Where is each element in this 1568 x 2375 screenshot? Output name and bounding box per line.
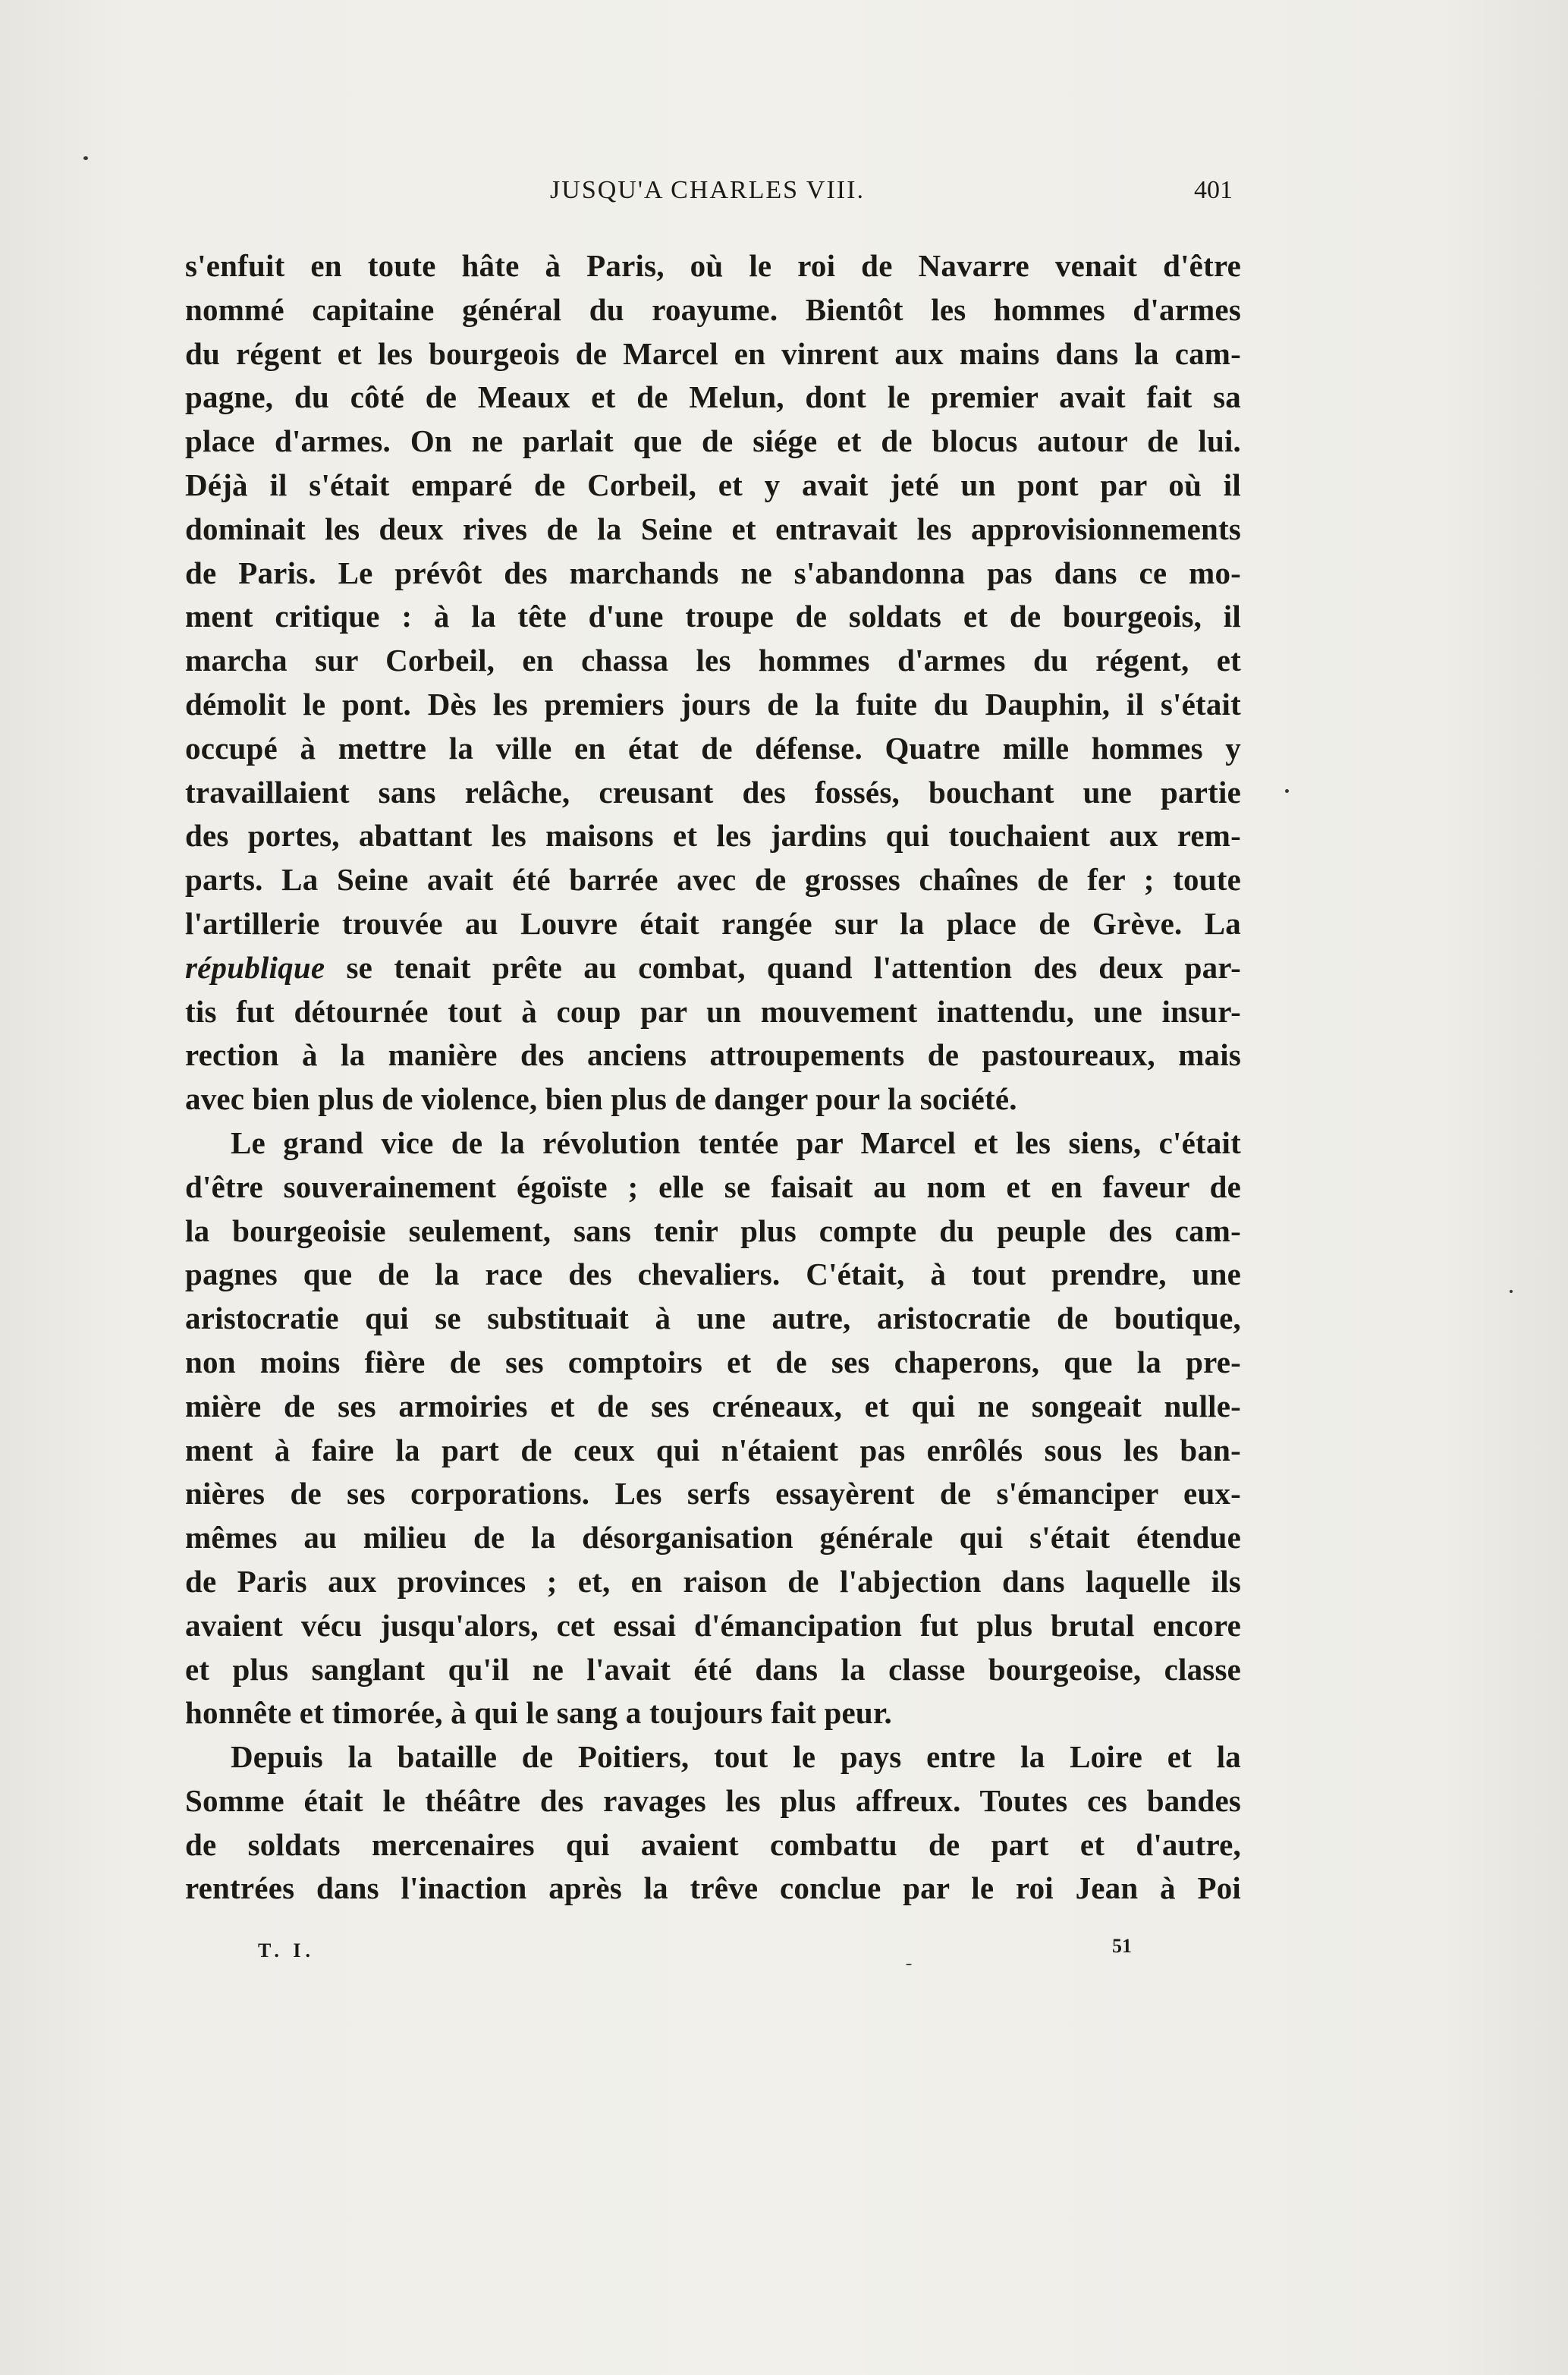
text-run: du régent et les bourgeois de Marcel en vinrent aux mains dans la cam- <box>185 335 1241 371</box>
text-line <box>185 990 1241 1034</box>
text-run: nommé capitaine général du roayume. Bientôt les hommes d'armes <box>185 291 1241 327</box>
text-run: pagnes que de la race des chevaliers. C'était, à tout prendre, une <box>185 1257 1241 1292</box>
paper-speck <box>906 1964 912 1965</box>
text-line <box>185 1823 1241 1867</box>
text-run: de Paris. Le prévôt des marchands ne s'abandonna pas dans ce mo- <box>185 555 1241 590</box>
text-line <box>185 1691 1241 1735</box>
text-line <box>185 1077 1241 1121</box>
paper-speck <box>1510 1290 1513 1293</box>
text-run: Depuis la bataille de Poitiers, tout le pays entre la Loire et la <box>231 1739 1241 1775</box>
paper-speck <box>1285 789 1289 793</box>
text-run: rection à la manière des anciens attroupements de pastoureaux, mais <box>185 1037 1241 1073</box>
volume-mark: T. I. <box>258 1939 316 1961</box>
running-head <box>182 176 1233 222</box>
text-line <box>185 1867 1241 1911</box>
signature-mark: 51 <box>1112 1935 1132 1957</box>
text-line <box>185 771 1241 815</box>
text-line <box>185 332 1241 376</box>
text-line <box>185 946 1241 990</box>
text-line <box>185 1472 1241 1516</box>
text-line <box>185 1121 1241 1165</box>
text-line <box>185 902 1241 946</box>
text-run: dominait les deux rives de la Seine et entravait les approvisionnements <box>185 511 1241 546</box>
text-line <box>185 858 1241 902</box>
text-run: ment à faire la part de ceux qui n'étaient pas enrôlés sous les ban- <box>185 1432 1241 1467</box>
text-run: Somme était le théâtre des ravages les plus affreux. Toutes ces bandes <box>185 1782 1241 1818</box>
text-run: place d'armes. On ne parlait que de siége et de blocus autour de lui. <box>185 423 1241 459</box>
text-line <box>185 1516 1241 1560</box>
text-run: se tenait prête au combat, quand l'attention des deux par- <box>325 949 1241 985</box>
text-line <box>185 376 1241 420</box>
text-line <box>185 639 1241 683</box>
text-line <box>185 552 1241 596</box>
text-run: Le grand vice de la révolution tentée par Marcel et les siens, c'était <box>231 1125 1241 1160</box>
text-run: nières de ses corporations. Les serfs essayèrent de s'émanciper eux- <box>185 1476 1241 1512</box>
text-run: mêmes au milieu de la désorganisation générale qui s'était étendue <box>185 1520 1241 1556</box>
text-run: pagne, du côté de Meaux et de Melun, dont le premier avait fait sa <box>185 379 1241 415</box>
text-run: occupé à mettre la ville en état de défense. Quatre mille hommes y <box>185 730 1241 766</box>
text-run: non moins fière de ses comptoirs et de ses chaperons, que la pre- <box>185 1344 1241 1379</box>
text-run: d'être souverainement égoïste ; elle se faisait au nom et en faveur de <box>185 1169 1241 1204</box>
text-run: avec bien plus de violence, bien plus de danger pour la société. <box>185 1081 1017 1117</box>
text-run: ment critique : à la tête d'une troupe de soldats et de bourgeois, il <box>185 599 1241 634</box>
text-run: travaillaient sans relâche, creusant des fossés, bouchant une partie <box>185 774 1241 810</box>
text-line <box>185 1735 1241 1779</box>
running-title: JUSQU'A CHARLES VIII. <box>550 176 865 204</box>
text-line <box>185 1385 1241 1429</box>
text-line <box>185 727 1241 771</box>
page-footer <box>258 1935 1153 1970</box>
text-run: mière de ses armoiries et de ses créneaux, et qui ne songeait nulle- <box>185 1388 1241 1423</box>
text-line <box>185 814 1241 858</box>
text-line <box>185 595 1241 639</box>
text-line <box>185 1560 1241 1604</box>
page-number: 401 <box>1194 176 1233 204</box>
italic-word: république <box>185 949 325 985</box>
text-line <box>185 1297 1241 1341</box>
text-line <box>185 508 1241 552</box>
text-run: démolit le pont. Dès les premiers jours de la fuite du Dauphin, il s'était <box>185 686 1241 722</box>
text-line <box>185 420 1241 464</box>
text-line <box>185 1648 1241 1692</box>
text-line <box>185 1210 1241 1254</box>
text-run: des portes, abattant les maisons et les jardins qui touchaient aux rem- <box>185 818 1241 854</box>
text-line <box>185 1779 1241 1823</box>
text-run: la bourgeoisie seulement, sans tenir plus compte du peuple des cam- <box>185 1213 1241 1248</box>
paper-speck <box>83 156 88 160</box>
text-run: de soldats mercenaires qui avaient combattu de part et d'autre, <box>185 1826 1241 1862</box>
text-run: aristocratie qui se substituait à une autre, aristocratie de boutique, <box>185 1301 1241 1336</box>
text-run: Déjà il s'était emparé de Corbeil, et y avait jeté un pont par où il <box>185 467 1241 502</box>
text-line <box>185 1429 1241 1473</box>
text-run: de Paris aux provinces ; et, en raison de l'abjection dans laquelle ils <box>185 1563 1241 1599</box>
text-run: avaient vécu jusqu'alors, cet essai d'émancipation fut plus brutal encore <box>185 1607 1241 1643</box>
text-run: et plus sanglant qu'il ne l'avait été dans la classe bourgeoise, classe <box>185 1651 1241 1687</box>
text-line <box>185 464 1241 508</box>
text-run: honnête et timorée, à qui le sang a toujours fait peur. <box>185 1695 892 1731</box>
text-line <box>185 288 1241 332</box>
text-line <box>185 1604 1241 1648</box>
text-run: s'enfuit en toute hâte à Paris, où le roi de Navarre venait d'être <box>185 248 1241 283</box>
text-line <box>185 244 1241 288</box>
text-run: rentrées dans l'inaction après la trêve conclue par le roi Jean à Poi <box>185 1870 1241 1906</box>
body-text <box>185 244 1241 1911</box>
text-line <box>185 1341 1241 1385</box>
text-line <box>185 1033 1241 1077</box>
text-run: l'artillerie trouvée au Louvre était rangée sur la place de Grève. La <box>185 905 1241 941</box>
text-run: tis fut détournée tout à coup par un mouvement inattendu, une insur- <box>185 993 1241 1029</box>
text-run: parts. La Seine avait été barrée avec de grosses chaînes de fer ; toute <box>185 862 1241 898</box>
text-line <box>185 1253 1241 1297</box>
text-line <box>185 683 1241 727</box>
text-run: marcha sur Corbeil, en chassa les hommes d'armes du régent, et <box>185 643 1241 678</box>
text-line <box>185 1165 1241 1210</box>
